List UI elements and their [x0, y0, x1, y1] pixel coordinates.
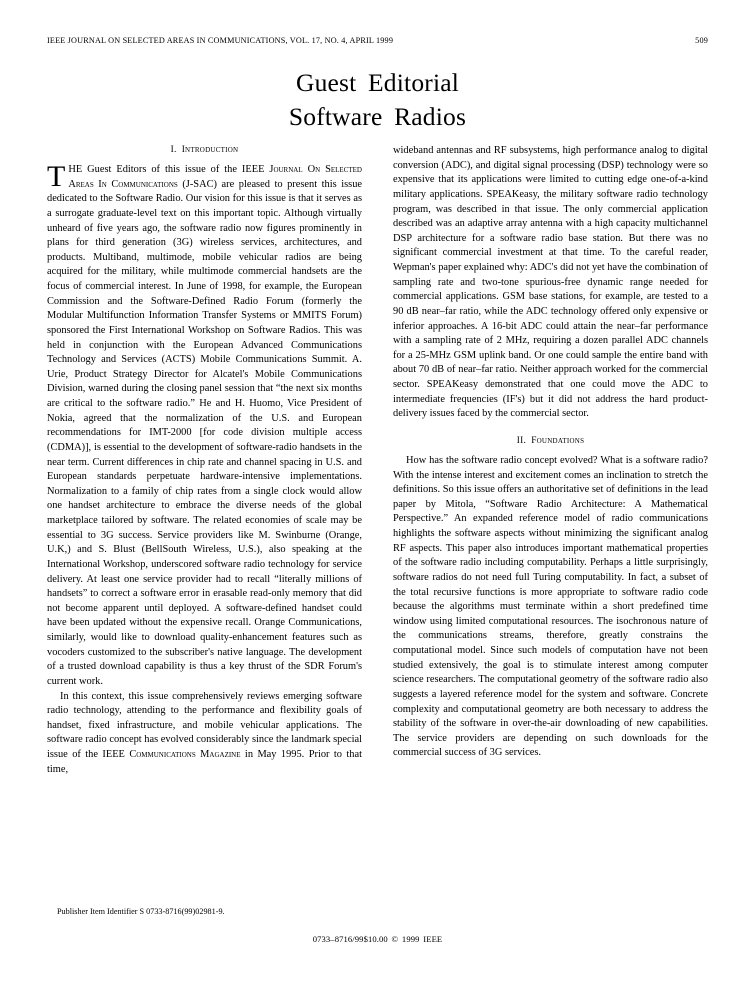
section-heading-introduction — [47, 144, 362, 157]
section-number-introduction: I. — [170, 145, 177, 155]
small-caps-run: Communications Magazine — [129, 749, 241, 760]
paragraph-intro-2-text: In this context, this issue comprehensively reviews emerging software radio technology, attending to the performance and flexibility goals of handset, fixed infrastructure, and mobile vehicular applications. The software radio concept has evolved considerably since the landmark special issue of the IEEE Communications Magazine in May 1995. Prior to that time, — [47, 690, 362, 775]
section-title-foundations: Foundations — [531, 435, 585, 446]
section-number-foundations: II. — [516, 435, 527, 446]
body-columns — [47, 144, 708, 934]
paragraph-right-1 — [393, 144, 708, 422]
section-title-introduction: Introduction — [181, 145, 239, 155]
running-head — [47, 36, 708, 45]
article-title-line-1: Guest Editorial — [295, 68, 460, 97]
section-heading-foundations — [393, 435, 708, 448]
footnote-publisher-item-identifier — [47, 906, 362, 917]
paragraph-intro-1 — [47, 160, 362, 690]
paragraph-intro-2 — [47, 690, 362, 778]
column-left — [47, 144, 362, 934]
copyright-line — [0, 934, 755, 944]
journal-reference: IEEE JOURNAL ON SELECTED AREAS IN COMMUNICATIONS, VOL. 17, NO. 4, APRIL 1999 — [47, 36, 394, 45]
drop-cap-letter: T — [47, 160, 66, 193]
paragraph-intro-1-text: HE Guest Editors of this issue of the IEEE Journal On Selected Areas In Communications (J-SAC) are pleased to present this issue dedicated to the Software Radio. Our vision for this issue is that it serves as a surrogate graduate-level text on this important topic. Although virtually unheard of five years ago, the software radio now figures prominently in plans for third generation (3G) wireless services, architectures, and products. Multiband, multimode, mobile vehicular radios are being acquired for the military, while multimode commercial handsets are the focus of commercial interest. In June of 1998, for example, the European Commission and the Software-Defined Radio Forum (formerly the Modular Multifunction Information Transfer Systems or MMITS Forum) sponsored the First International Workshop on Software Radios. This was held in conjunction with the European Advanced Communications Technology and Services (ACTS) Mobile Communications Summit. A. Urie, Product Strategy Director for Alcatel's Mobile Communications Division, warned during the closing panel session that “the next six months are critical to the software radio.” He and H. Huomo, Vice President of Nokia, agreed that the normalization of the U.S. and European recommendations for IMT-2000 [for code division multiple access (CDMA)], is essential to the development of software-radio handsets in the near term. Current differences in chip rate and channel spacing in U.S. and European standards perpetuate hardware-intensive implementations. Normalization to a family of chip rates from a single clock would allow one handset architecture to embrace the diverse needs of the global marketplace tailored by software. The related economies of scale may be essential to 3G success. Service providers like M. Swinburne (Orange, U.K,) and S. Blust (BellSouth Wireless, U.S.), also speaking at the International Workshop, underscored software radio technology for service delivery. At least one service provider had to recall “literally millions of handsets” to correct a software error in erasable read-only memory that did not become apparent until deployed. A software-defined handset could have been updated without the expensive recall. Orange Communications, similarly, would like to download quality-enhancement features such as vocoders customized to the subscriber's native language. The development of a trusted download capability is thus a key thrust of the SDR Forum's current work. — [47, 164, 362, 687]
column-right — [393, 144, 708, 934]
publisher-item-identifier-text: Publisher Item Identifier S 0733-8716(99)02981-9. — [57, 907, 225, 916]
paragraph-foundations-1 — [393, 454, 708, 761]
small-caps-run: Journal On Selected Areas In Communications — [68, 164, 362, 190]
copyright-text: 0733–8716/99$10.00 © 1999 IEEE — [312, 934, 443, 944]
article-title-line-2: Software Radios — [288, 102, 467, 131]
page-number: 509 — [695, 36, 708, 45]
article-title — [0, 66, 755, 134]
paragraph-right-1-text: wideband antennas and RF subsystems, high performance analog to digital conversion (ADC), and digital signal processing (DSP) technology were so expensive that its applications were limited to cutting edge one-of-a-kind military applications. SPEAKeasy, the military software radio technology program, was described in that issue. The only commercial application described was an adaptive array antenna with a high capacity multichannel DSP architecture for a software radio base station. But there was no significant commercial investment at that time. To the careful reader, Wepman's paper explained why: ADC's did not yet have the combination of sampling rate and two-tone spurious-free dynamic range needed for commercial applications. GSM base stations, for example, are tested to a 90 dB near–far ratio, while the ADC technology offered only expensive or inferior approaches. A 16-bit ADC could attain the near–far performance with a sampling rate of 2 MHz, requiring a dozen parallel ADC channels for a 25-MHz GSM uplink band. Or one could sample the entire band with about 70 dB of near–far ratio. Neither approach worked for the commercial sector. SPEAKeasy demonstrated that one could move the ADC to intermediate frequencies (IF's) but it did not address the hard product-delivery issues faced by the commercial sector. — [393, 145, 708, 420]
paragraph-foundations-1-text: How has the software radio concept evolved? What is a software radio? With the intense interest and excitement comes an inclination to stretch the definitions. So this issue offers an authoritative set of definitions in the lead paper by Mitola, “Software Radio Architecture: A Mathematical Perspective.” An expanded reference model of radio communications highlights the software aspects without minimizing the significant analog RF aspects. This paper also introduces important mathematical properties of the software radio including computability. Perhaps a little surprisingly, software radios do not need full Turing computability. In fact, a subset of the total recursive functions is more appropriate to software radio code because the algorithms must terminate within a short predefined time window using limited computational resources. The isochronous nature of the communications streams, therefore, greatly constrains the computational model. Since such models of computation have not been studied extensively, the goal is to stimulate interest among computer science researchers. The computational geometry of the software radio also suggests a layered reference model for the system and software. Concrete complexity and computational geometry are both necessary to address the stability of the software in over-the-air downloading of new capabilities. The service providers are depending on such downloads for the commercial success of 3G services. — [393, 454, 708, 759]
